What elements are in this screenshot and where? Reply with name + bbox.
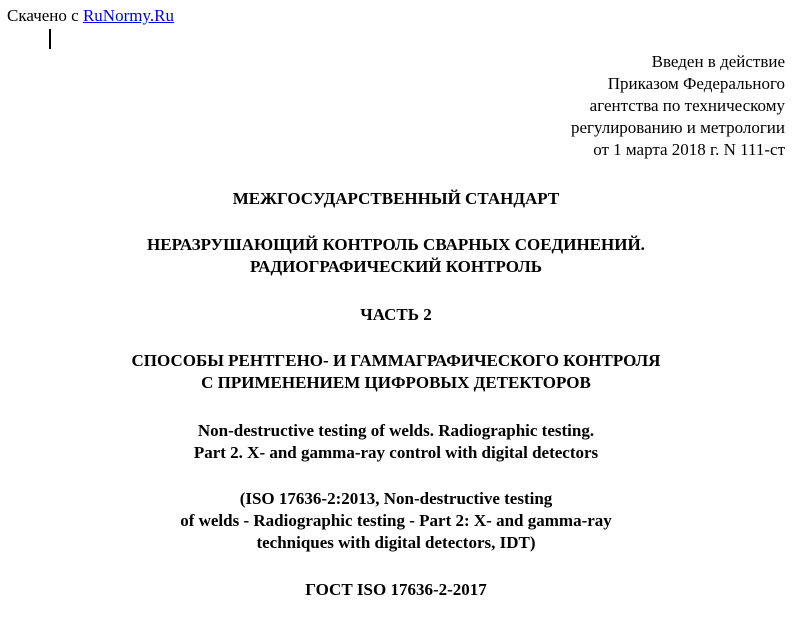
standard-type xyxy=(0,188,792,210)
enactment-note xyxy=(571,51,785,161)
subtitle-line: С ПРИМЕНЕНИЕМ ЦИФРОВЫХ ДЕТЕКТОРОВ xyxy=(201,373,591,392)
enactment-line: агентства по техническому xyxy=(589,96,785,115)
enactment-line: Введен в действие xyxy=(651,52,785,71)
title-line: РАДИОГРАФИЧЕСКИЙ КОНТРОЛЬ xyxy=(249,257,543,276)
part-number xyxy=(0,304,792,326)
document-subtitle xyxy=(0,350,792,394)
text-cursor xyxy=(49,29,51,49)
source-note xyxy=(7,5,174,27)
source-link[interactable]: RuNormy.Ru xyxy=(82,6,174,25)
document-title xyxy=(0,234,792,278)
source-prefix: Скачено с xyxy=(7,6,83,25)
enactment-line: Приказом Федерального xyxy=(607,74,785,93)
standard-designation xyxy=(0,579,792,601)
standard-type-text: МЕЖГОСУДАРСТВЕННЫЙ СТАНДАРТ xyxy=(232,189,560,208)
title-line: НЕРАЗРУШАЮЩИЙ КОНТРОЛЬ СВАРНЫХ СОЕДИНЕНИЙ. xyxy=(147,235,645,254)
english-title xyxy=(0,420,792,464)
designation-text: ГОСТ ISO 17636-2-2017 xyxy=(305,580,487,599)
english-title-line: Part 2. X- and gamma-ray control with digital detectors xyxy=(193,443,599,462)
iso-reference-line: of welds - Radiographic testing - Part 2: X- and gamma-ray xyxy=(180,511,612,530)
iso-reference xyxy=(0,488,792,554)
enactment-line: регулированию и метрологии xyxy=(570,118,785,137)
subtitle-line: СПОСОБЫ РЕНТГЕНО- И ГАММАГРАФИЧЕСКОГО КОНТРОЛЯ xyxy=(131,351,661,370)
iso-reference-line: techniques with digital detectors, IDT) xyxy=(256,533,536,552)
part-text: ЧАСТЬ 2 xyxy=(360,305,432,324)
enactment-line: от 1 марта 2018 г. N 111-ст xyxy=(593,140,785,159)
iso-reference-line: (ISO 17636-2:2013, Non-destructive testing xyxy=(239,489,553,508)
english-title-line: Non-destructive testing of welds. Radiographic testing. xyxy=(197,421,595,440)
